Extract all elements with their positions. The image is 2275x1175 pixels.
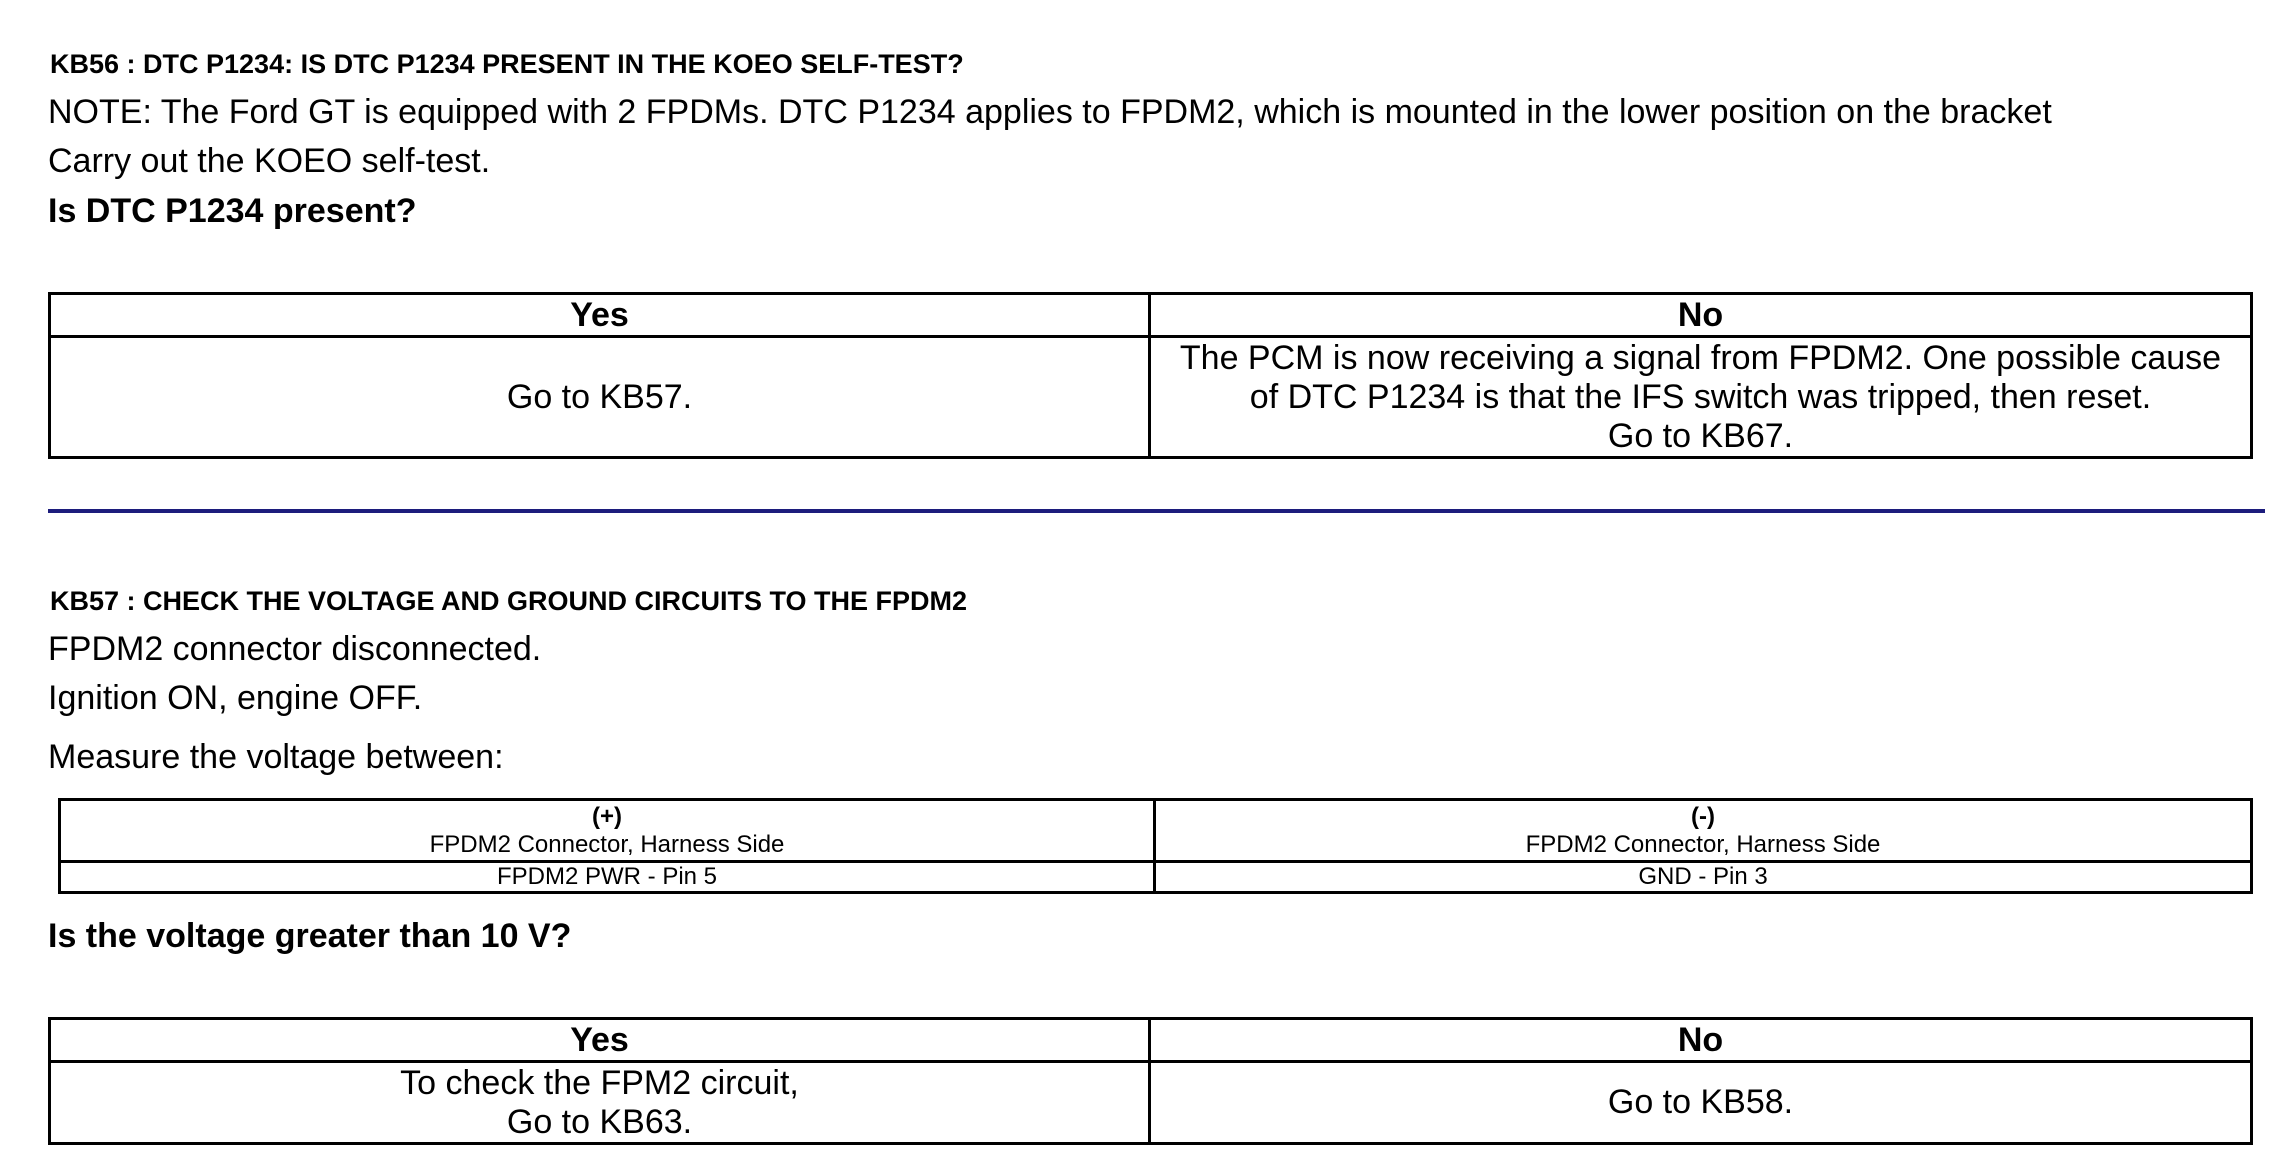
kb56-no-line-1: The PCM is now receiving a signal from FPDM2. One possible cause — [1179, 338, 2222, 377]
kb56-no-line-2: of DTC P1234 is that the IFS switch was tripped, then reset. — [1249, 377, 2152, 416]
positive-pin: FPDM2 PWR - Pin 5 — [60, 862, 1155, 893]
kb57-yes-line-2: Go to KB63. — [506, 1102, 693, 1141]
kb57-no-cell: Go to KB58. — [1150, 1062, 2252, 1144]
kb56-instruction: Carry out the KOEO self-test. — [48, 142, 491, 180]
negative-sign: (-) — [1691, 802, 1715, 830]
kb57-result-table — [48, 1017, 2253, 1145]
kb56-yes-header: Yes — [50, 294, 1150, 337]
positive-location: FPDM2 Connector, Harness Side — [429, 830, 785, 858]
kb56-yes-cell: Go to KB57. — [50, 337, 1150, 458]
kb56-no-cell — [1150, 337, 2252, 458]
negative-probe-cell — [1155, 800, 2252, 862]
kb56-note: NOTE: The Ford GT is equipped with 2 FPDMs. DTC P1234 applies to FPDM2, which is mounted in the lower position on the bracket — [48, 93, 2052, 131]
kb56-no-line-3: Go to KB67. — [1607, 416, 1794, 455]
kb57-step-1: FPDM2 connector disconnected. — [48, 630, 542, 668]
kb57-no-header: No — [1150, 1019, 2252, 1062]
positive-probe-cell — [60, 800, 1155, 862]
negative-pin: GND - Pin 3 — [1155, 862, 2252, 893]
kb57-step-2: Ignition ON, engine OFF. — [48, 679, 423, 717]
kb56-result-table — [48, 292, 2253, 459]
kb57-yes-cell — [50, 1062, 1150, 1144]
section-divider — [48, 509, 2265, 513]
kb56-heading: KB56 : DTC P1234: IS DTC P1234 PRESENT IN THE KOEO SELF-TEST? — [50, 49, 964, 79]
kb57-heading: KB57 : CHECK THE VOLTAGE AND GROUND CIRCUITS TO THE FPDM2 — [50, 586, 968, 616]
negative-location: FPDM2 Connector, Harness Side — [1525, 830, 1881, 858]
kb56-question: Is DTC P1234 present? — [48, 192, 417, 230]
kb57-question: Is the voltage greater than 10 V? — [48, 917, 572, 955]
kb57-step-3: Measure the voltage between: — [48, 738, 504, 776]
kb56-no-header: No — [1150, 294, 2252, 337]
measurement-table — [58, 798, 2253, 894]
kb57-yes-header: Yes — [50, 1019, 1150, 1062]
positive-sign: (+) — [592, 802, 622, 830]
kb57-yes-line-1: To check the FPM2 circuit, — [400, 1063, 799, 1102]
